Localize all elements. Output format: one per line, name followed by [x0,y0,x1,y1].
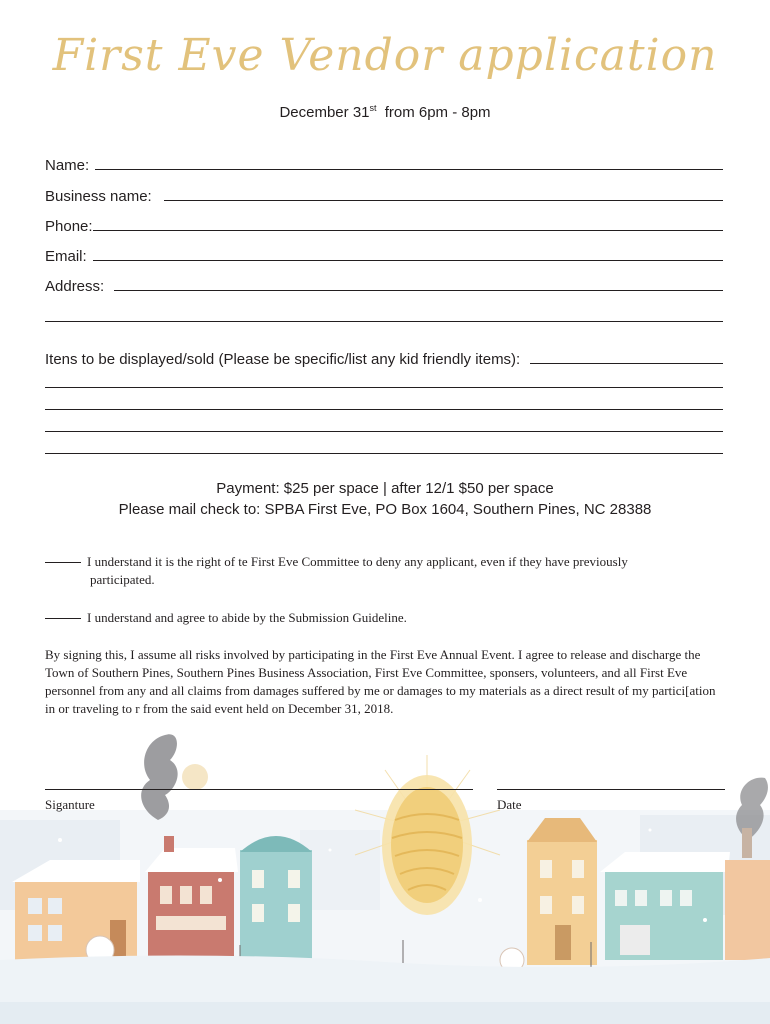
name-field[interactable] [45,152,723,174]
winter-town-illustration [0,720,770,1024]
name-line[interactable] [95,169,723,170]
event-date [0,103,770,121]
house-orange [12,860,140,960]
house-yellow [527,818,597,965]
deny-initial-blank[interactable] [45,562,81,563]
items-line-5[interactable] [45,453,723,454]
phone-field[interactable] [45,213,723,235]
email-label: Email: [45,248,87,265]
guideline-initial-blank[interactable] [45,618,81,619]
address-line-2[interactable] [45,321,723,322]
release-statement: By signing this, I assume all risks involved by participating in the First Eve Annual Event. I agree to release and discharge the Town of Southern Pines, Southern Pines Business Association, First Eve Committee, sponsers, volunteers, and all First Eve personnel from any and all claims from damages suffered by me or damages to my materials as a direct result of my partici[ation in or traveling to r from the said event held on December 31, 2018. [45,647,716,716]
phone-label: Phone: [45,218,93,235]
email-line[interactable] [93,260,723,261]
deny-acknowledgement [45,553,725,589]
deny-text-2: participated. [90,572,155,587]
business-name-field[interactable] [45,183,723,205]
chimney-smoke [141,734,177,820]
items-label: Itens to be displayed/sold (Please be specific/list any kid friendly items): [45,351,521,368]
items-line[interactable] [530,363,723,364]
mailing-info: Please mail check to: SPBA First Eve, PO Box 1604, Southern Pines, NC 28388 [118,501,652,518]
date-label: Date [497,797,522,812]
guideline-text: I understand and agree to abide by the Submission Guideline. [87,610,407,625]
deny-text-1: I understand it is the right of te First Eve Committee to deny any applicant, even if they have previously [87,554,628,569]
payment-info: Payment: $25 per space | after 12/1 $50 per space [216,480,554,497]
form-title: First Eve Vendor application [52,30,718,81]
house-teal [240,836,312,960]
address-field[interactable] [45,273,723,295]
address-label: Address: [45,278,105,295]
phone-line[interactable] [93,230,723,231]
date-line[interactable] [497,789,725,790]
email-field[interactable] [45,243,723,265]
event-date-ordinal: st [369,103,377,113]
business-name-line[interactable] [164,200,723,201]
event-date-day: December 31 [279,104,370,121]
guideline-acknowledgement [45,609,725,627]
moon [182,764,208,790]
event-date-time: from 6pm - 8pm [384,104,491,121]
signature-line[interactable] [45,789,473,790]
items-line-3[interactable] [45,409,723,410]
items-line-4[interactable] [45,431,723,432]
house-mint [600,852,730,960]
items-line-2[interactable] [45,387,723,388]
business-name-label: Business name: [45,188,152,205]
signature-label: Siganture [45,797,95,812]
name-label: Name: [45,157,90,174]
snow-bank [0,1002,770,1024]
address-line[interactable] [114,290,723,291]
items-field[interactable] [45,346,723,368]
